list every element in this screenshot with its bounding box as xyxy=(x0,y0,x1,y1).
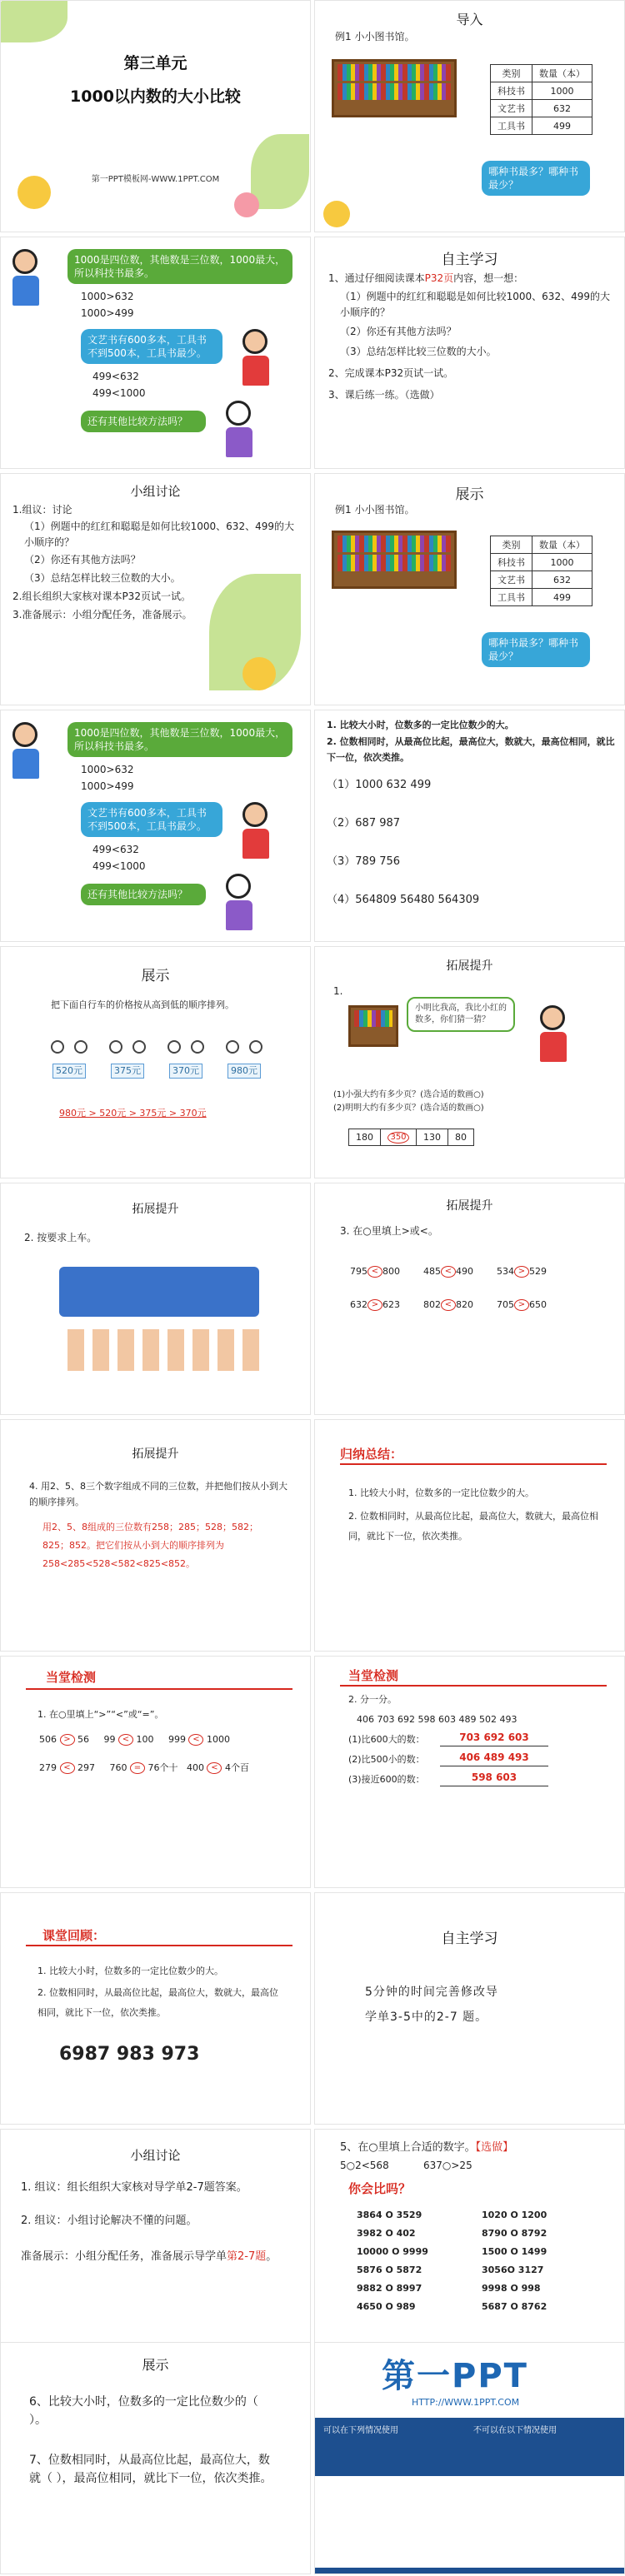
slide-show-library[interactable] xyxy=(314,473,625,705)
study-line: 学单3-5中的2-7 题。 xyxy=(365,2010,488,2024)
bike-image xyxy=(109,1030,146,1054)
boy-avatar xyxy=(12,722,41,779)
compare-line: 499<632 xyxy=(92,371,139,382)
speech-bubble: 还有其他比较方法吗？ xyxy=(81,411,206,432)
practice-item: （3）789 756 xyxy=(327,855,401,868)
slide-heading: 拓展提升 xyxy=(446,959,493,973)
example-numbers: 6987 983 973 xyxy=(59,2044,200,2065)
slide-summary[interactable] xyxy=(314,1419,625,1652)
discussion-line: 准备展示：小组分配任务，准备展示导学单第2-7题。 xyxy=(21,2250,278,2263)
slide-title[interactable] xyxy=(0,0,311,232)
bookshelf-image xyxy=(348,1005,398,1047)
divider xyxy=(340,1463,607,1465)
practice-item: （2）687 987 xyxy=(327,817,401,830)
study-line: 3、课后练一练。（选做） xyxy=(328,389,440,401)
boy-avatar xyxy=(12,249,41,306)
compare-line: 499<1000 xyxy=(92,860,146,872)
flower-decoration xyxy=(242,657,276,690)
compare-row: 279 < 297 760 = 76个十 400 < 4个百 xyxy=(39,1762,249,1773)
slide-check-2[interactable] xyxy=(314,1656,625,1888)
item-number: 1. xyxy=(333,985,343,997)
discussion-line: 2.组长组织大家核对课本P32页试一试。 xyxy=(12,590,191,602)
check-heading: 当堂检测 xyxy=(348,1668,399,1683)
task-instruction: 3. 在○里填上>或<。 xyxy=(340,1225,438,1237)
slide-fill-digits[interactable] xyxy=(314,2129,625,2361)
divider xyxy=(340,1685,607,1687)
slide-dialogue[interactable] xyxy=(0,237,311,469)
fill-item: 637○>25 xyxy=(423,2160,472,2171)
speech-bubble: 还有其他比较方法吗？ xyxy=(81,884,206,905)
group-answer: 703 692 603 xyxy=(440,1730,548,1746)
divider xyxy=(26,1688,292,1690)
question-bubble: 哪种书最多？哪种书最少？ xyxy=(482,632,590,667)
number-list: 406 703 692 598 603 489 502 493 xyxy=(357,1714,518,1725)
compare-line: 1000>499 xyxy=(81,307,134,319)
speech-bubble: 1000是四位数，其他数是三位数，1000最大，所以科技书最多。 xyxy=(68,249,292,284)
task-instruction: 5、在○里填上合适的数字。【选做】 xyxy=(340,2141,514,2154)
brand-logo: 第一PPT xyxy=(382,2357,528,2395)
discussion-line: 2. 组议：小组讨论解决不懂的问题。 xyxy=(21,2215,198,2227)
slide-extend-4[interactable] xyxy=(0,1419,311,1652)
slide-heading: 展示 xyxy=(455,486,484,503)
slide-credits[interactable] xyxy=(314,2342,625,2574)
group-label: (3)接近600的数： xyxy=(348,1774,425,1785)
slide-heading: 展示 xyxy=(142,2357,169,2373)
discussion-line: 3.准备展示：小组分配任务，准备展示。 xyxy=(12,609,192,620)
price-order-answer: 980元 > 520元 > 375元 > 370元 xyxy=(59,1108,207,1119)
rule-1: 1. 比较大小时，位数多的一定比位数少的大。 xyxy=(327,720,514,730)
speech-bubble: 1000是四位数，其他数是三位数，1000最大，所以科技书最多。 xyxy=(68,722,292,757)
slide-heading: 小组讨论 xyxy=(130,484,181,499)
disallowed-heading: 不可以在以下情况使用 xyxy=(473,2426,557,2435)
slide-group-discussion-2[interactable] xyxy=(0,2129,311,2361)
slide-self-study-2[interactable] xyxy=(314,1892,625,2125)
slide-check-1[interactable] xyxy=(0,1656,311,1888)
price-tag: 375元 xyxy=(111,1064,144,1079)
task-instruction: 1. 在○里填上“>”“<”或“=”。 xyxy=(38,1709,164,1720)
hint-bubble: 小明比我高，我比小红的数多，你们猜一猜？ xyxy=(407,997,515,1032)
girl-avatar xyxy=(242,802,271,859)
rule-2: 2. 位数相同时，从最高位比起，最高位大，数就大，最高位相同，就比下一位，依次类推。 xyxy=(38,1987,278,2018)
bike-image xyxy=(51,1030,88,1054)
example-label: 例1 小小图书馆。 xyxy=(335,504,415,516)
rule-1: 1. 比较大小时，位数多的一定比位数少的大。 xyxy=(38,1966,223,1976)
sub-question: (2)明明大约有多少页？(选合适的数画○) xyxy=(333,1104,484,1113)
fill-question: 6、比较大小时，位数多的一定比位数少的（ ）。 xyxy=(29,2395,258,2427)
group-label: (2)比500小的数： xyxy=(348,1754,425,1765)
compare-row: 795 < 800 485 < 490 534 > 529 xyxy=(350,1266,547,1277)
brand-url: HTTP://WWW.1PPT.COM xyxy=(412,2397,520,2408)
summary-heading: 归纳总结： xyxy=(340,1447,403,1462)
discussion-line: （2）你还有其他方法吗？ xyxy=(24,554,141,566)
compare-line: 1000>499 xyxy=(81,780,134,792)
fill-item: 5○2<568 xyxy=(340,2160,389,2171)
credits-panel xyxy=(315,2418,624,2574)
slide-heading: 展示 xyxy=(141,968,170,984)
unit-title: 第三单元 xyxy=(123,54,188,72)
price-tag: 370元 xyxy=(169,1064,202,1079)
slide-heading: 拓展提升 xyxy=(132,1447,179,1461)
slide-heading: 导入 xyxy=(456,12,483,27)
child-avatar xyxy=(540,1005,568,1062)
slide-dialogue-2[interactable] xyxy=(0,710,311,942)
group-label: (1)比600大的数： xyxy=(348,1734,425,1745)
bookshelf-image xyxy=(332,531,457,589)
study-line: 5分钟的时间完善修改导 xyxy=(365,1986,498,1999)
slide-heading: 拓展提升 xyxy=(446,1199,493,1213)
compare-row: 506 > 56 99 < 100 999 < 1000 xyxy=(39,1734,230,1745)
group-answer: 598 603 xyxy=(440,1770,548,1786)
task-instruction: 把下面自行车的价格按从高到低的顺序排列。 xyxy=(51,999,234,1010)
link-list-area xyxy=(315,2476,624,2568)
slide-review[interactable] xyxy=(0,1892,311,2125)
girl-avatar xyxy=(242,329,271,386)
practice-item: （4）564809 56480 564309 xyxy=(327,894,480,906)
flower-decoration xyxy=(323,201,350,227)
rule-2: 2. 位数相同时，从最高位比起，最高位大，数就大，最高位相同，就比下一位，依次类推。 xyxy=(327,736,615,763)
practice-item: （1）1000 632 499 xyxy=(327,779,432,791)
children-image xyxy=(68,1329,259,1371)
group-answer: 406 489 493 xyxy=(440,1750,548,1766)
lesson-title: 1000以内数的大小比较 xyxy=(70,87,241,106)
check-heading: 当堂检测 xyxy=(46,1670,97,1685)
rabbit-avatar xyxy=(226,401,254,457)
discussion-line: 1. 组议：组长组织大家核对导学单2-7题答案。 xyxy=(21,2181,248,2194)
study-line: （3）总结怎样比较三位数的大小。 xyxy=(340,346,497,357)
compare-line: 1000>632 xyxy=(81,291,134,302)
slide-bike-prices[interactable] xyxy=(0,946,311,1178)
slide-extend-3[interactable] xyxy=(314,1183,625,1415)
compare-line: 499<632 xyxy=(92,844,139,855)
slide-heading: 拓展提升 xyxy=(132,1203,179,1216)
slide-group-discussion[interactable] xyxy=(0,473,311,705)
question-bubble: 哪种书最多？哪种书最少？ xyxy=(482,161,590,196)
bike-image xyxy=(226,1030,262,1054)
compare-row: 632 > 623 802 < 820 705 > 650 xyxy=(350,1299,547,1310)
allowed-heading: 可以在下列情况使用 xyxy=(323,2426,398,2435)
task-answer: 用2、5、8组成的三位数有258；285；528；582；825；852。把它们按从小到大的顺序排列为258<285<528<582<825<852。 xyxy=(42,1522,258,1569)
task-instruction: 2. 按要求上车。 xyxy=(24,1232,98,1243)
task-instruction: 4. 用2、5、8三个数字组成不同的三位数，并把他们按从小到大的顺序排列。 xyxy=(29,1481,288,1507)
study-line: （2）你还有其他方法吗？ xyxy=(340,326,457,337)
flower-decoration xyxy=(234,192,259,217)
discussion-line: （3）总结怎样比较三位数的大小。 xyxy=(24,572,181,584)
compare-column-right: 1020 O 1200 8790 O 8792 1500 O 1499 3056O 3127 9998 O 998 5687 O 8762 xyxy=(482,2210,548,2312)
discussion-line: （1）例题中的红红和聪聪是如何比较1000、632、499的大小顺序的？ xyxy=(24,521,294,548)
bike-image xyxy=(168,1030,204,1054)
speech-bubble: 文艺书有600多本，工具书不到500本，工具书最少。 xyxy=(81,802,222,837)
compare-line: 499<1000 xyxy=(92,387,146,399)
speech-bubble: 文艺书有600多本，工具书不到500本，工具书最少。 xyxy=(81,329,222,364)
slide-self-study[interactable] xyxy=(314,237,625,469)
bookshelf-image xyxy=(332,59,457,117)
compare-heading: 你会比吗？ xyxy=(348,2181,412,2196)
study-line: （1）例题中的红红和聪聪是如何比较1000、632、499的大小顺序的？ xyxy=(340,291,610,318)
train-image xyxy=(59,1267,259,1317)
number-choices: 180 350 130 80 xyxy=(348,1129,474,1146)
study-line: 2、完成课本P32页试一试。 xyxy=(328,367,454,379)
book-table: 类别 数量（本） 科技书 1000 文艺书 632 工具书 499 xyxy=(490,536,592,606)
slide-heading: 小组讨论 xyxy=(130,2148,181,2163)
rule-1: 1. 比较大小时，位数多的一定比位数少的大。 xyxy=(348,1487,534,1498)
slide-heading: 自主学习 xyxy=(441,252,498,268)
study-line: 1、通过仔细阅读课本P32页内容，想一想： xyxy=(328,272,524,284)
slide-heading: 自主学习 xyxy=(441,1931,498,1947)
compare-column-left: 3864 O 3529 3982 O 402 10000 O 9999 5876 O 5872 9882 O 8997 4650 O 989 xyxy=(357,2210,428,2312)
slide-intro[interactable] xyxy=(314,0,625,232)
slide-extend-1[interactable] xyxy=(314,946,625,1178)
fill-question: 7、位数相同时，从最高位比起，最高位大，数就（ ），最高位相同，就比下一位，依次类推。 xyxy=(29,2454,272,2485)
discussion-line: 1.组议：讨论 xyxy=(12,504,72,516)
example-label: 例1 小小图书馆。 xyxy=(335,31,415,42)
price-tag: 520元 xyxy=(52,1064,86,1079)
divider xyxy=(26,1945,292,1946)
leaf-decoration xyxy=(0,0,68,42)
slide-rules-practice[interactable] xyxy=(314,710,625,942)
slide-extend-2[interactable] xyxy=(0,1183,311,1415)
review-heading: 课堂回顾： xyxy=(42,1928,106,1943)
price-tag: 980元 xyxy=(228,1064,261,1079)
book-table: 类别 数量（本） 科技书 1000 文艺书 632 工具书 499 xyxy=(490,64,592,135)
rabbit-avatar xyxy=(226,874,254,930)
rule-2: 2. 位数相同时，从最高位比起，最高位大，数就大，最高位相同，就比下一位，依次类推。 xyxy=(348,1511,598,1542)
slide-show-fill[interactable] xyxy=(0,2342,311,2574)
site-credit: 第一PPT模板网-WWW.1PPT.COM xyxy=(91,175,220,184)
compare-line: 1000>632 xyxy=(81,764,134,775)
sub-question: (1)小强大约有多少页？(选合适的数画○) xyxy=(333,1090,484,1099)
task-instruction: 2. 分一分。 xyxy=(348,1694,397,1705)
